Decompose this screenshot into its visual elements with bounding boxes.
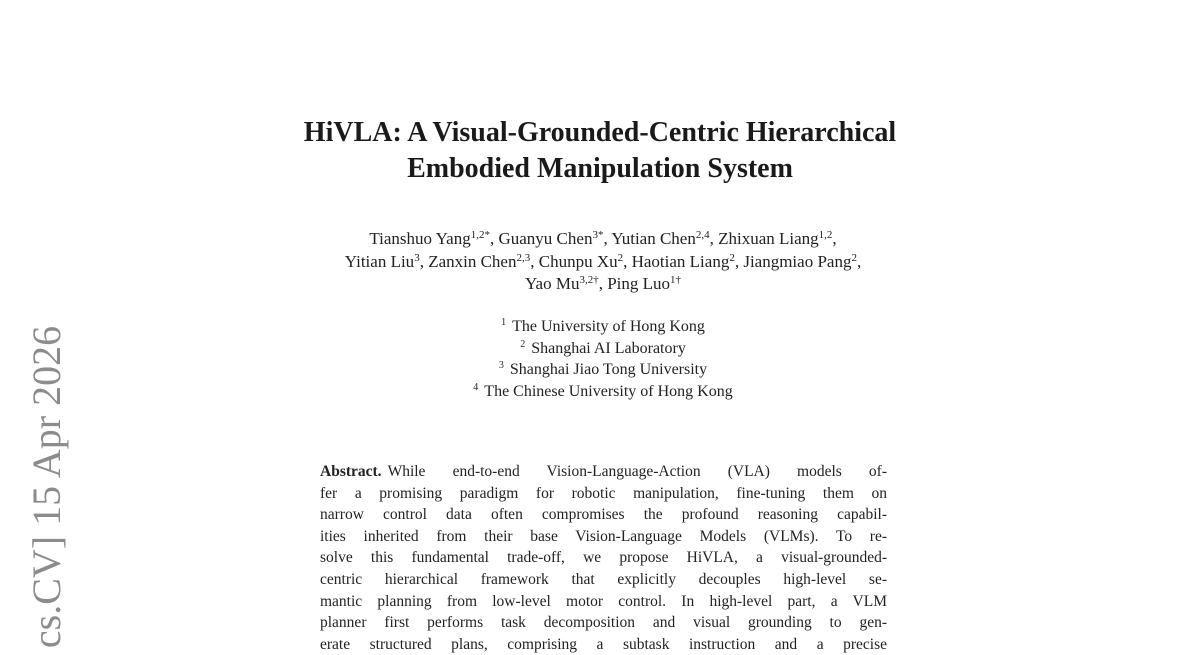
separator: , bbox=[530, 251, 539, 271]
author-name: Ping Luo bbox=[607, 274, 671, 293]
paper-title bbox=[0, 115, 1200, 187]
abstract-line: solve this fundamental trade-off, we propose HiVLA, a visual-grounded- bbox=[320, 549, 887, 567]
author-line-2 bbox=[0, 251, 1200, 274]
separator: , bbox=[832, 229, 837, 248]
author-name: Yutian Chen bbox=[611, 229, 696, 248]
author-name: Jiangmiao Pang bbox=[743, 251, 852, 271]
separator: , bbox=[419, 251, 429, 271]
author-affil-marker: 2,3 bbox=[516, 251, 531, 264]
abstract bbox=[320, 461, 887, 655]
author-name: Zhixuan Liang bbox=[718, 229, 819, 248]
author-affil-marker: 3* bbox=[592, 229, 604, 241]
affiliation-item bbox=[0, 381, 1200, 403]
affiliation-number: 1 bbox=[501, 317, 507, 328]
affiliation-list bbox=[0, 316, 1200, 402]
author-name: Chunpu Xu bbox=[538, 251, 618, 271]
title-line-1: HiVLA: A Visual-Grounded-Centric Hierarchical bbox=[303, 117, 897, 148]
affiliation-item bbox=[0, 316, 1200, 338]
author-name: Tianshuo Yang bbox=[369, 229, 471, 248]
author-affil-marker: 2,4 bbox=[695, 229, 710, 241]
author-affil-marker: 1,2 bbox=[818, 229, 833, 241]
author-name: Yitian Liu bbox=[344, 251, 415, 271]
author-name: Zanxin Chen bbox=[428, 251, 517, 271]
author-affil-marker: 1,2* bbox=[470, 229, 490, 241]
abstract-line: centric hierarchical framework that explicitly decouples high-level se- bbox=[320, 570, 887, 588]
affiliation-number: 4 bbox=[473, 381, 479, 393]
author-affil-marker: 2 bbox=[851, 251, 857, 264]
affiliation-name: The Chinese University of Hong Kong bbox=[484, 382, 733, 400]
author-line-1 bbox=[0, 228, 1200, 251]
affiliation-item bbox=[0, 359, 1200, 381]
separator: , bbox=[709, 229, 719, 248]
affiliation-number: 3 bbox=[498, 360, 504, 371]
affiliation-name: Shanghai AI Laboratory bbox=[531, 339, 686, 357]
arxiv-side-stamp: cs.CV] 15 Apr 2026 bbox=[24, 325, 69, 649]
abstract-line: planner first performs task decomposition and visual grounding to gen- bbox=[320, 614, 887, 632]
author-affil-marker: 2 bbox=[617, 251, 624, 264]
separator: , bbox=[856, 251, 862, 271]
affiliation-name: Shanghai Jiao Tong University bbox=[509, 361, 708, 378]
affiliation-name: The University of Hong Kong bbox=[512, 318, 705, 335]
separator: , bbox=[489, 229, 499, 248]
separator: , bbox=[734, 251, 744, 271]
abstract-line: erate structured plans, comprising a subtask instruction and a precise bbox=[320, 635, 887, 653]
abstract-line-text: While end-to-end Vision-Language-Action (VLA) models of- bbox=[387, 463, 887, 480]
author-affil-marker: 3,2† bbox=[579, 274, 599, 286]
affiliation-number: 2 bbox=[520, 338, 526, 350]
author-affil-marker: 1† bbox=[670, 274, 682, 286]
abstract-line: fer a promising paradigm for robotic manipulation, fine-tuning them on bbox=[320, 484, 887, 502]
title-line-2: Embodied Manipulation System bbox=[407, 153, 793, 184]
abstract-line: ities inherited from their base Vision-Language Models (VLMs). To re- bbox=[320, 527, 887, 545]
separator: , bbox=[623, 251, 632, 271]
separator: , bbox=[603, 229, 612, 248]
abstract-line: mantic planning from low-level motor control. In high-level part, a VLM bbox=[320, 592, 887, 610]
author-name: Yao Mu bbox=[524, 274, 580, 293]
author-name: Guanyu Chen bbox=[498, 229, 593, 248]
affiliation-item bbox=[0, 338, 1200, 360]
abstract-label: Abstract. bbox=[320, 463, 382, 480]
author-list bbox=[0, 228, 1200, 296]
author-affil-marker: 2 bbox=[729, 251, 735, 264]
author-affil-marker: 3 bbox=[414, 251, 420, 264]
separator: , bbox=[598, 274, 608, 293]
author-name: Haotian Liang bbox=[631, 251, 730, 271]
abstract-line bbox=[320, 461, 887, 483]
author-line-3 bbox=[0, 273, 1200, 296]
abstract-line: narrow control data often compromises the profound reasoning capabil- bbox=[320, 506, 887, 524]
